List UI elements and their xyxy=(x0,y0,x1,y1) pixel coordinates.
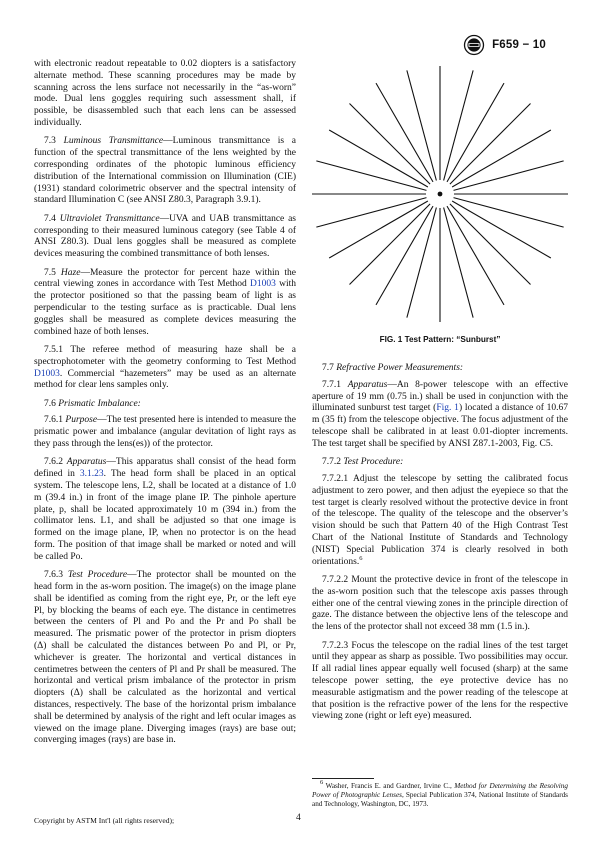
figure-1 xyxy=(312,58,568,358)
section-title: Apparatus xyxy=(66,457,107,468)
left-column xyxy=(34,59,296,754)
sunburst-ray xyxy=(316,161,426,191)
standard-designation: F659 − 10 xyxy=(492,39,546,51)
sunburst-ray xyxy=(329,201,428,258)
section-body: —An 8-power telescope with an effective aperture of 19 mm (0.75 in.) shall be used in conjunction with the illuminated sunburst test target ( xyxy=(312,379,569,414)
section-body: —This apparatus shall consist of the head form defined in xyxy=(34,457,296,480)
sunburst-ray xyxy=(454,198,564,228)
page-header xyxy=(462,34,546,56)
section-body: —The protector shall be mounted on the head form in the as-worn position. The image(s) on the image plane shall be identified as coming from the right eye, Pr, or the left eye Pl, by blocking the beams of each eye. The distance in centimetres between the centers of Pl and Po and the Pr and Po shall be measured. The prismatic power of the protector in prism diopters (Δ) shall be calculated the distances between Po and Pl, or Pr, whichever is greater. The horizontal and vertical distances in centimetres between the centers of Pl and Pr shall be measured. The horizontal and vertical prism imbalance of the protector in prism diopters (Δ) shall be calculated as the horizontal and vertical distances, respectively. The base of the horizontal prism imbalance shall be determined by analysis of the right and left ocular images as viewed on the image plane. Diverging images (rays) are base out; converging images (rays) are base in. xyxy=(34,570,297,746)
sunburst-ray xyxy=(447,83,504,182)
footnote-title: Method for Determining the Resolving Power of Photographic Lenses xyxy=(312,782,568,799)
figure-caption: FIG. 1 Test Pattern: “Sunburst” xyxy=(379,335,501,344)
section-7-5 xyxy=(34,268,296,339)
section-7-4 xyxy=(34,214,296,261)
section-title: Refractive Power Measurements: xyxy=(336,363,464,373)
link-d1003[interactable]: D1003 xyxy=(250,279,276,290)
section-number: 7.7.2 xyxy=(322,457,344,468)
link-fig-1[interactable]: Fig. 1 xyxy=(436,403,459,414)
sunburst-center-dot xyxy=(438,192,443,197)
section-title: Prismatic Imbalance: xyxy=(58,398,141,409)
footnote-text: , Special Publication 374, National Institute of Standards and Technology, Washington, DC, 1973. xyxy=(312,791,568,808)
right-column xyxy=(312,363,568,730)
sunburst-ray xyxy=(407,208,437,318)
section-number: 7.6.3 xyxy=(44,570,68,581)
link-d1003[interactable]: D1003 xyxy=(34,368,60,379)
section-title: Apparatus xyxy=(347,379,388,390)
sunburst-ray xyxy=(450,204,531,285)
sunburst-ray xyxy=(444,208,474,318)
section-title: Ultraviolet Transmittance xyxy=(59,213,160,224)
section-body: —The test presented here is intended to measure the prismatic power and imbalance (angular devitation of light rays as they pass through the lens(es)) of the protector. xyxy=(34,415,297,450)
section-7-7-2-3 xyxy=(312,641,568,724)
section-7-7 xyxy=(312,363,568,375)
footnote-text: Washer, Francis E. and Gardner, Irvine C., xyxy=(323,782,455,790)
sunburst-ray xyxy=(447,206,504,305)
page-number: 4 xyxy=(296,813,301,823)
section-title: Haze xyxy=(60,267,81,278)
section-body: 7.5.1 The referee method of measuring haze shall be a spectrophotometer with the geometry conforming to Test Method xyxy=(34,344,296,367)
section-body: —Luminous transmittance is a function of the spectral transmittance of the lens weighted by the corresponding ordinates of the photopic luminous efficiency distribution of the International commission on Illumination (CIE) (1931) standard colorimetric observer and the spectral intensity of standard Illumination C (see ANSI Z80.3, Paragraph 3.9.1). xyxy=(34,136,296,206)
section-body: . The head form shall be placed in an optical system. The telescope lens, L2, shall be located at a distance of 1.0 m (39.4 in.) in front of the image plane IP. The pinhole aperture plate, p, shall be located approximately 10 m (394 in.) from the collimator lens. L1, and shall be adjusted so that one image is formed on the image plane, IP, when no protector is on the head form. The position of that image shall be marked or noted and will be called Po. xyxy=(34,469,296,562)
sunburst-ray xyxy=(376,83,433,182)
section-7-7-2-2 xyxy=(312,575,568,634)
section-body: with the protector positioned so that the passing beam of light is as perpendicular to the testing surface as is practicable. Dual lens goggles shall be measured as complete devices measuring the combined haze of both lenses. xyxy=(34,279,296,337)
sunburst-ray xyxy=(450,103,531,184)
section-body: 7.7.2.1 Adjust the telescope by setting the calibrated focus adjustment to zero power, and then adjust the eyepiece so that the test target is clearly resolved without the protective device in front of the telescope. The quality of the telescope and the observer’s vision should be such that Pattern 40 of the High Contrast Test Chart of the National Institute of Standards and Technology (NIST) Special Publication 374 is clearly resolved in both orientations. xyxy=(312,473,568,567)
paragraph-text: with electronic readout repeatable to 0.02 diopters is a satisfactory alternate method. These scanning procedures may be made by scanning across the lens surface not necessarily in the “as-worn” mode. Dual lens goggles requiring such assessment shall, if possible, be disassembled such that each lens can be assessed individually. xyxy=(34,59,296,128)
section-7-6-1 xyxy=(34,415,296,450)
section-number: 7.7 xyxy=(322,363,337,373)
section-7-7-2-1 xyxy=(312,474,568,568)
section-body: —Measure the protector for percent haze within the central viewing zones in accordance with Test Method xyxy=(34,267,297,290)
sunburst-ray xyxy=(452,130,551,187)
section-7-6-2 xyxy=(34,457,296,563)
section-7-5-1 xyxy=(34,345,296,392)
section-title: Test Procedure: xyxy=(343,457,404,468)
section-body: 7.7.2.3 Focus the telescope on the radial lines of the test target until they appear as sharp as possible. Two possibilities may occur. If all radial lines appear equally well focused (sharp) at the same telescope power setting, the eye protective device has no measurable astigmatism and the power reading of the telescope at that position is the refractive power of the lens for the respective viewing zone (right or left eye) measured. xyxy=(312,640,568,722)
sunburst-ray xyxy=(376,206,433,305)
section-7-7-2 xyxy=(312,457,568,469)
section-title: Test Procedure xyxy=(67,570,128,581)
section-number: 7.5 xyxy=(44,267,61,278)
section-title: Luminous Transmittance xyxy=(63,136,164,147)
section-number: 7.3 xyxy=(44,136,64,147)
sunburst-ray xyxy=(444,70,474,180)
section-body: . Commercial “hazemeters” may be used as an alternate method for clear lens samples only. xyxy=(34,368,296,391)
sunburst-ray xyxy=(454,161,564,191)
astm-logo-icon xyxy=(462,34,486,56)
sunburst-ray xyxy=(407,70,437,180)
sunburst-ray xyxy=(329,130,428,187)
section-title: Purpose xyxy=(65,415,98,426)
sunburst-ray xyxy=(349,204,430,285)
sunburst-ray xyxy=(452,201,551,258)
section-number: 7.4 xyxy=(44,213,60,224)
link-3-1-23[interactable]: 3.1.23 xyxy=(79,469,104,480)
section-7-7-1 xyxy=(312,380,568,451)
section-number: 7.6.1 xyxy=(44,415,66,426)
paragraph-scanning-methods xyxy=(34,59,296,130)
sunburst-ray xyxy=(349,103,430,184)
section-body: 7.7.2.2 Mount the protective device in front of the telescope in the as-worn position such that the telescope axis passes through either one of the central viewing zones in the principle direction of gaze. The distance between the objective lens of the telescope and the lens of the protector shall not exceed 38 mm (1.5 in.). xyxy=(312,574,568,633)
section-body: ) located a distance of 10.67 m (35 ft) from the telescope objective. The focus adjustment of the telescope shall be calibrated in at least 0.01-diopter increments. The test target shall be specified by ANSI Z87.1-2003, Fig. C5. xyxy=(312,403,568,449)
footnote-6 xyxy=(312,779,568,809)
footnote-number: 6 xyxy=(320,779,324,786)
footer-copyright: Copyright by ASTM Int'l (all rights reserved); xyxy=(34,816,175,825)
section-number: 7.6 xyxy=(44,398,59,409)
section-7-6 xyxy=(34,399,296,411)
sunburst-ray xyxy=(316,198,426,228)
section-number: 7.6.2 xyxy=(44,457,67,468)
section-body: —UVA and UAB transmittance as corresponding to their measured luminous category (see Table 4 of ANSI Z80.3). Dual lens goggles shall be measured as complete devices measuring the combined transmittance of both lenses. xyxy=(34,213,296,260)
section-number: 7.7.1 xyxy=(322,379,348,390)
footnote-marker[interactable]: 6 xyxy=(359,554,363,562)
section-7-3 xyxy=(34,136,296,207)
section-7-6-3 xyxy=(34,570,296,747)
sunburst-test-pattern xyxy=(312,58,568,342)
